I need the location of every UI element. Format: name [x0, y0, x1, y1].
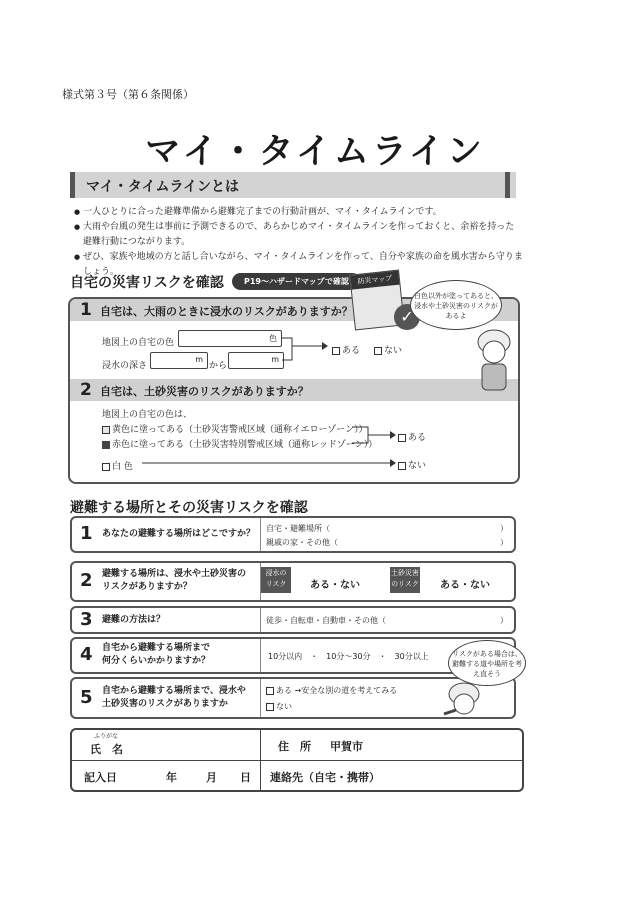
signature-box	[70, 728, 524, 792]
evac-row-question: あなたの避難する場所はどこですか？	[102, 529, 256, 539]
intro-banner	[70, 172, 516, 198]
evac-row-question	[102, 568, 246, 594]
route-risk-no-label: ない	[276, 702, 292, 711]
q2-no-checkbox[interactable]	[398, 462, 406, 470]
intro-bullet: ● ぜひ、家族や地域の方と話し合いながら、マイ・タイムラインを作って、自分や家族の命を風水害から守りましょう。	[74, 250, 524, 280]
evac-q-line: 自宅から避難する場所まで	[102, 643, 211, 653]
landslide-risk-line: のリスク	[391, 580, 419, 588]
evac-row-3	[70, 606, 516, 634]
route-risk-no-option	[266, 701, 292, 712]
q1-number: 1	[80, 300, 92, 320]
furigana-label: ふりがな	[94, 733, 119, 740]
intro-bullet-continued: 避難行動につながります。	[83, 237, 191, 247]
landslide-risk-line: 土砂災害	[391, 569, 419, 577]
address-label: 住 所	[278, 740, 311, 753]
q2-yes-option	[398, 430, 426, 443]
flood-risk-choice[interactable]: ある・ない	[310, 580, 360, 591]
evac-row-number: 1	[80, 523, 93, 544]
intro-heading: マイ・タイムラインとは	[86, 179, 240, 195]
intro-bullet: ● 一人ひとりに合った避難準備から避難完了までの行動計画が、マイ・タイムラインです。	[74, 205, 524, 220]
evac-row-divider	[260, 608, 261, 632]
home-risk-heading: 自宅の災害リスクを確認	[70, 275, 224, 291]
evac-row-2	[70, 561, 516, 602]
checkmark-icon: ✓	[394, 304, 420, 330]
flood-risk-cell	[261, 567, 291, 593]
q1-text: 自宅は、大雨のときに浸水のリスクがありますか？	[100, 305, 353, 318]
q2-yes-label: ある	[408, 433, 427, 443]
map-color-label: 地図上の自宅の色	[102, 338, 175, 348]
evac-method-answer[interactable]: 徒歩・自転車・自動車・その他（	[266, 616, 386, 625]
evac-time-answer[interactable]: 10分以内 ・ 10分～30分 ・ 30分以上	[268, 652, 429, 661]
white-label: 白 色	[112, 462, 133, 472]
child-pointing-icon	[440, 680, 488, 728]
date-label: 記入日	[84, 771, 117, 784]
evac-place-answer-2[interactable]: 親戚の家・その他（	[266, 538, 338, 547]
banner-left-bar	[70, 172, 75, 198]
evac-close-paren: ）	[500, 524, 508, 533]
q2-number: 2	[80, 380, 92, 400]
evac-row-1	[70, 516, 516, 553]
evac-q-line: 何分くらいかかりますか？	[102, 656, 211, 666]
sig-v-divider	[260, 730, 261, 790]
landslide-risk-choice[interactable]: ある・ない	[440, 580, 490, 591]
evac-q-line: リスクがありますか？	[102, 582, 192, 592]
evac-row-question	[102, 685, 246, 711]
flood-risk-line: リスク	[265, 580, 287, 588]
q2-yes-checkbox[interactable]	[398, 434, 406, 442]
from-label: から	[209, 361, 228, 371]
q1-no-label: ない	[384, 346, 403, 356]
landslide-risk-cell	[390, 567, 420, 593]
map-booklet-label: 防災マップ	[350, 271, 399, 290]
evac-q-line: 自宅から避難する場所まで、浸水や	[102, 686, 246, 696]
intro-bullet: ● 大雨や台風の発生は事前に予測できるので、あらかじめマイ・タイムラインを作っておくと、余裕を持った	[74, 220, 524, 235]
evac-q-line: 土砂災害のリスクがありますか	[102, 699, 228, 709]
hazard-map-tag: P19～ハザードマップで確認	[232, 273, 361, 290]
city-value[interactable]: 甲賀市	[330, 740, 363, 753]
evac-row-number: 4	[80, 644, 93, 665]
evac-row-divider	[260, 679, 261, 717]
evac-close-paren: ）	[500, 538, 508, 547]
q1-yes-label: ある	[342, 346, 361, 356]
color-unit: 色	[269, 334, 277, 343]
depth-label: 浸水の深さ	[102, 361, 148, 371]
year-label[interactable]: 年	[166, 771, 177, 784]
q2-no-label: ない	[408, 461, 427, 471]
q2-text: 自宅は、土砂災害のリスクがありますか？	[100, 385, 309, 398]
unit-m: m	[271, 355, 279, 364]
evac-row-divider	[260, 639, 261, 672]
child-helmet-icon	[468, 328, 520, 398]
route-risk-yes-checkbox[interactable]	[266, 687, 274, 695]
evac-row-divider	[260, 518, 261, 551]
page-title: マイ・タイムライン	[145, 132, 485, 172]
evac-hint-bubble: リスクがある場合は、避難する道や場所を考え直そう	[448, 640, 526, 686]
sig-h-divider	[72, 760, 522, 761]
form-number: 様式第３号（第６条関係）	[62, 88, 194, 101]
contact-label[interactable]: 連絡先（自宅・携帯）	[270, 771, 380, 784]
evac-row-question	[102, 642, 210, 668]
evac-close-paren: ）	[500, 616, 508, 625]
banner-right-bar	[505, 172, 510, 198]
evac-row-question: 避難の方法は？	[102, 615, 166, 625]
evac-row-number: 3	[80, 609, 93, 630]
unit-m: m	[195, 355, 203, 364]
day-label[interactable]: 日	[240, 771, 251, 784]
evac-row-number: 5	[80, 687, 93, 708]
flood-risk-line: 浸水の	[265, 569, 287, 577]
route-risk-yes-option	[266, 685, 397, 696]
evac-row-number: 2	[80, 570, 93, 591]
q2-no-option	[398, 458, 426, 471]
evac-heading: 避難する場所とその災害リスクを確認	[70, 500, 308, 516]
route-risk-no-checkbox[interactable]	[266, 703, 274, 711]
q2-intro: 地図上の自宅の色は、	[102, 410, 193, 420]
yellow-zone-label: 黄色に塗ってある（土砂災害警戒区域（通称イエローゾーン））	[112, 425, 368, 435]
name-label[interactable]: 氏 名	[90, 743, 123, 756]
hint-bubble: 白色以外が塗ってあると、浸水や土砂災害のリスクがあるよ	[410, 280, 502, 330]
red-zone-label: 赤色に塗ってある（土砂災害特別警戒区域（通称レッドゾーン））	[112, 440, 378, 450]
month-label[interactable]: 月	[206, 771, 217, 784]
evac-place-answer-1[interactable]: 自宅・避難場所（	[266, 524, 330, 533]
evac-q-line: 避難する場所は、浸水や土砂災害の	[102, 569, 247, 579]
intro-bullets	[74, 205, 524, 280]
route-risk-yes-label: ある →安全な別の道を考えてみる	[276, 686, 398, 695]
